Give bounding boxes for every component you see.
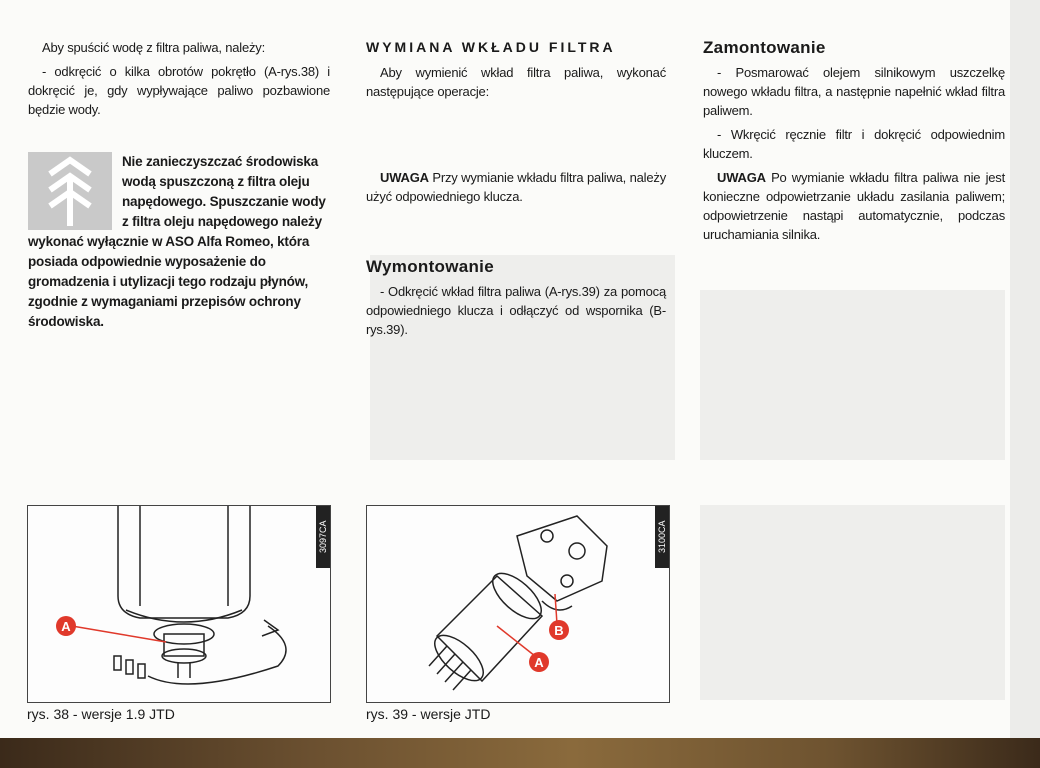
note-text: Po wymianie wkładu filtra paliwa nie jest konieczne odpowietrzanie układu zasilania paliwem; odpowietrzenie nastąpi automatycznie, podczas uruchamiania silnika. — [703, 170, 1005, 242]
figure-39 — [366, 505, 670, 703]
drain-step: - odkręcić o kilka obrotów pokrętło (A-rys.38) i dokręcić je, gdy wypływające paliwo pozbawione będzie wody. — [28, 64, 330, 117]
bleed-through-photo — [700, 290, 1005, 460]
callout-b-label: B — [554, 623, 564, 638]
note-text: Przy wymianie wkładu filtra paliwa, należy użyć odpowiedniego klucza. — [366, 170, 666, 204]
environment-warning — [28, 152, 330, 332]
figure-code: 3100CA — [655, 506, 669, 568]
figure-39-caption: rys. 39 - wersje JTD — [366, 706, 491, 722]
removal-step: - Odkręcić wkład filtra paliwa (A-rys.39) za pomocą odpowiedniego klucza i odłączyć od wspornika (B-rys.39). — [366, 284, 666, 337]
drain-intro: Aby spuścić wodę z filtra paliwa, należy: — [42, 40, 266, 55]
install-heading: Zamontowanie — [703, 38, 826, 57]
install-step-1: - Posmarować olejem silnikowym uszczelkę nowego wkładu filtra, a następnie napełnić wkład filtra paliwem. — [703, 65, 1005, 118]
warning-text: Nie zanieczyszczać środowiska wodą spuszczoną z filtra oleju napędowego. Spuszczanie wody z filtra oleju napędowego należy wykonać wyłącznie w ASO Alfa Romeo, która posiada odpowiednie wyposażenie do gromadzenia i utylizacji tego rodzaju płynów, zgodnie z wymaganiami przepisów ochrony środowiska. — [28, 154, 326, 329]
recycle-arrows-icon — [28, 152, 112, 230]
bleed-through-photo — [700, 505, 1005, 700]
figure-38 — [27, 505, 331, 703]
removal-heading: Wymontowanie — [366, 257, 494, 276]
callout-a-label: A — [61, 619, 71, 634]
taskbar — [0, 738, 1040, 768]
column-1 — [28, 38, 330, 332]
note-label: UWAGA — [717, 170, 766, 185]
filter-drain-drawing — [28, 506, 330, 702]
figure-code: 3097CA — [316, 506, 330, 568]
replace-intro: Aby wymienić wkład filtra paliwa, wykonać następujące operacje: — [366, 65, 666, 99]
callout-a-label: A — [534, 655, 544, 670]
note-label: UWAGA — [380, 170, 429, 185]
section-heading: WYMIANA WKŁADU FILTRA — [366, 39, 616, 55]
bleed-through-edge — [1010, 0, 1040, 740]
column-2 — [366, 38, 666, 344]
column-3 — [703, 38, 1005, 249]
install-note — [703, 168, 1005, 244]
install-step-2: - Wkręcić ręcznie filtr i dokręcić odpowiednim kluczem. — [703, 127, 1005, 161]
filter-replace-drawing — [367, 506, 669, 702]
replace-note — [366, 168, 666, 206]
figure-38-caption: rys. 38 - wersje 1.9 JTD — [27, 706, 175, 722]
